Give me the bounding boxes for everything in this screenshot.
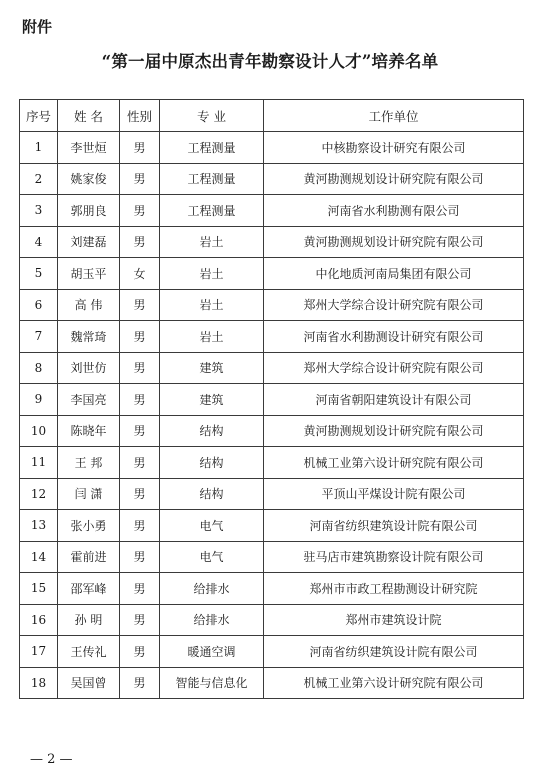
cell-gender: 男 — [120, 541, 160, 573]
cell-number: 2 — [20, 163, 58, 195]
cell-major: 结构 — [160, 415, 264, 447]
cell-number: 5 — [20, 258, 58, 290]
cell-organization: 郑州市建筑设计院 — [264, 604, 524, 636]
cell-name: 魏常琦 — [58, 321, 120, 353]
cell-name: 胡玉平 — [58, 258, 120, 290]
cell-name: 姚家俊 — [58, 163, 120, 195]
header-gender: 性别 — [120, 100, 160, 132]
cell-number: 6 — [20, 289, 58, 321]
cell-number: 3 — [20, 195, 58, 227]
table-row — [20, 352, 524, 384]
table-header-row — [20, 100, 524, 132]
cell-name: 孙 明 — [58, 604, 120, 636]
cell-major: 给排水 — [160, 604, 264, 636]
header-organization: 工作单位 — [264, 100, 524, 132]
header-major: 专 业 — [160, 100, 264, 132]
cell-organization: 河南省纺织建筑设计院有限公司 — [264, 636, 524, 668]
cell-gender: 男 — [120, 289, 160, 321]
table-row — [20, 415, 524, 447]
roster-body — [20, 132, 524, 699]
cell-name: 高 伟 — [58, 289, 120, 321]
attachment-label: 附件 — [22, 18, 53, 36]
cell-name: 刘建磊 — [58, 226, 120, 258]
table-row — [20, 478, 524, 510]
page-number: — 2 — — [30, 752, 73, 767]
cell-number: 7 — [20, 321, 58, 353]
cell-name: 霍前进 — [58, 541, 120, 573]
cell-organization: 机械工业第六设计研究院有限公司 — [264, 667, 524, 699]
cell-gender: 男 — [120, 636, 160, 668]
cell-number: 14 — [20, 541, 58, 573]
cell-name: 吴国曾 — [58, 667, 120, 699]
cell-gender: 男 — [120, 604, 160, 636]
cell-name: 闫 潇 — [58, 478, 120, 510]
cell-major: 岩土 — [160, 258, 264, 290]
cell-organization: 驻马店市建筑勘察设计院有限公司 — [264, 541, 524, 573]
cell-number: 10 — [20, 415, 58, 447]
header-number: 序号 — [20, 100, 58, 132]
cell-gender: 男 — [120, 415, 160, 447]
table-row — [20, 195, 524, 227]
cell-gender: 男 — [120, 384, 160, 416]
table-row — [20, 163, 524, 195]
cell-number: 15 — [20, 573, 58, 605]
table-row — [20, 289, 524, 321]
table-row — [20, 321, 524, 353]
cell-major: 岩土 — [160, 226, 264, 258]
cell-major: 电气 — [160, 510, 264, 542]
cell-organization: 郑州市市政工程勘测设计研究院 — [264, 573, 524, 605]
cell-name: 郭朋良 — [58, 195, 120, 227]
table-row — [20, 132, 524, 164]
cell-name: 李世烜 — [58, 132, 120, 164]
cell-major: 工程测量 — [160, 195, 264, 227]
cell-gender: 男 — [120, 352, 160, 384]
cell-gender: 男 — [120, 226, 160, 258]
cell-organization: 中化地质河南局集团有限公司 — [264, 258, 524, 290]
cell-organization: 河南省纺织建筑设计院有限公司 — [264, 510, 524, 542]
cell-number: 8 — [20, 352, 58, 384]
cell-number: 4 — [20, 226, 58, 258]
cell-number: 16 — [20, 604, 58, 636]
cell-major: 岩土 — [160, 321, 264, 353]
cell-organization: 河南省水利勘测设计研究有限公司 — [264, 321, 524, 353]
cell-organization: 黄河勘测规划设计研究院有限公司 — [264, 415, 524, 447]
table-row — [20, 541, 524, 573]
cell-gender: 男 — [120, 447, 160, 479]
cell-organization: 郑州大学综合设计研究院有限公司 — [264, 352, 524, 384]
cell-gender: 男 — [120, 667, 160, 699]
cell-major: 结构 — [160, 447, 264, 479]
cell-number: 18 — [20, 667, 58, 699]
cell-number: 11 — [20, 447, 58, 479]
cell-organization: 郑州大学综合设计研究院有限公司 — [264, 289, 524, 321]
table-row — [20, 258, 524, 290]
cell-number: 1 — [20, 132, 58, 164]
cell-major: 智能与信息化 — [160, 667, 264, 699]
cell-gender: 男 — [120, 163, 160, 195]
cell-major: 工程测量 — [160, 132, 264, 164]
table-row — [20, 667, 524, 699]
cell-major: 结构 — [160, 478, 264, 510]
document-title: “第一届中原杰出青年勘察设计人才”培养名单 — [101, 52, 439, 71]
cell-gender: 男 — [120, 195, 160, 227]
cell-name: 邵军峰 — [58, 573, 120, 605]
cell-name: 李国亮 — [58, 384, 120, 416]
roster-table — [19, 99, 524, 699]
cell-organization: 黄河勘测规划设计研究院有限公司 — [264, 226, 524, 258]
cell-number: 9 — [20, 384, 58, 416]
cell-name: 王 邦 — [58, 447, 120, 479]
cell-major: 建筑 — [160, 352, 264, 384]
cell-major: 电气 — [160, 541, 264, 573]
table-row — [20, 510, 524, 542]
table-row — [20, 636, 524, 668]
table-row — [20, 226, 524, 258]
cell-gender: 男 — [120, 478, 160, 510]
cell-major: 建筑 — [160, 384, 264, 416]
cell-number: 17 — [20, 636, 58, 668]
cell-name: 王传礼 — [58, 636, 120, 668]
cell-name: 陈晓年 — [58, 415, 120, 447]
cell-gender: 男 — [120, 321, 160, 353]
cell-major: 岩土 — [160, 289, 264, 321]
cell-gender: 男 — [120, 510, 160, 542]
cell-number: 13 — [20, 510, 58, 542]
cell-organization: 黄河勘测规划设计研究院有限公司 — [264, 163, 524, 195]
cell-organization: 机械工业第六设计研究院有限公司 — [264, 447, 524, 479]
table-row — [20, 573, 524, 605]
table-row — [20, 447, 524, 479]
cell-organization: 中核勘察设计研究有限公司 — [264, 132, 524, 164]
table-row — [20, 384, 524, 416]
cell-organization: 河南省水利勘测有限公司 — [264, 195, 524, 227]
cell-gender: 男 — [120, 573, 160, 605]
header-name: 姓 名 — [58, 100, 120, 132]
cell-name: 张小勇 — [58, 510, 120, 542]
cell-major: 工程测量 — [160, 163, 264, 195]
cell-number: 12 — [20, 478, 58, 510]
cell-name: 刘世仿 — [58, 352, 120, 384]
cell-gender: 女 — [120, 258, 160, 290]
cell-organization: 河南省朝阳建筑设计有限公司 — [264, 384, 524, 416]
cell-major: 给排水 — [160, 573, 264, 605]
cell-organization: 平顶山平煤设计院有限公司 — [264, 478, 524, 510]
cell-major: 暖通空调 — [160, 636, 264, 668]
cell-gender: 男 — [120, 132, 160, 164]
table-row — [20, 604, 524, 636]
